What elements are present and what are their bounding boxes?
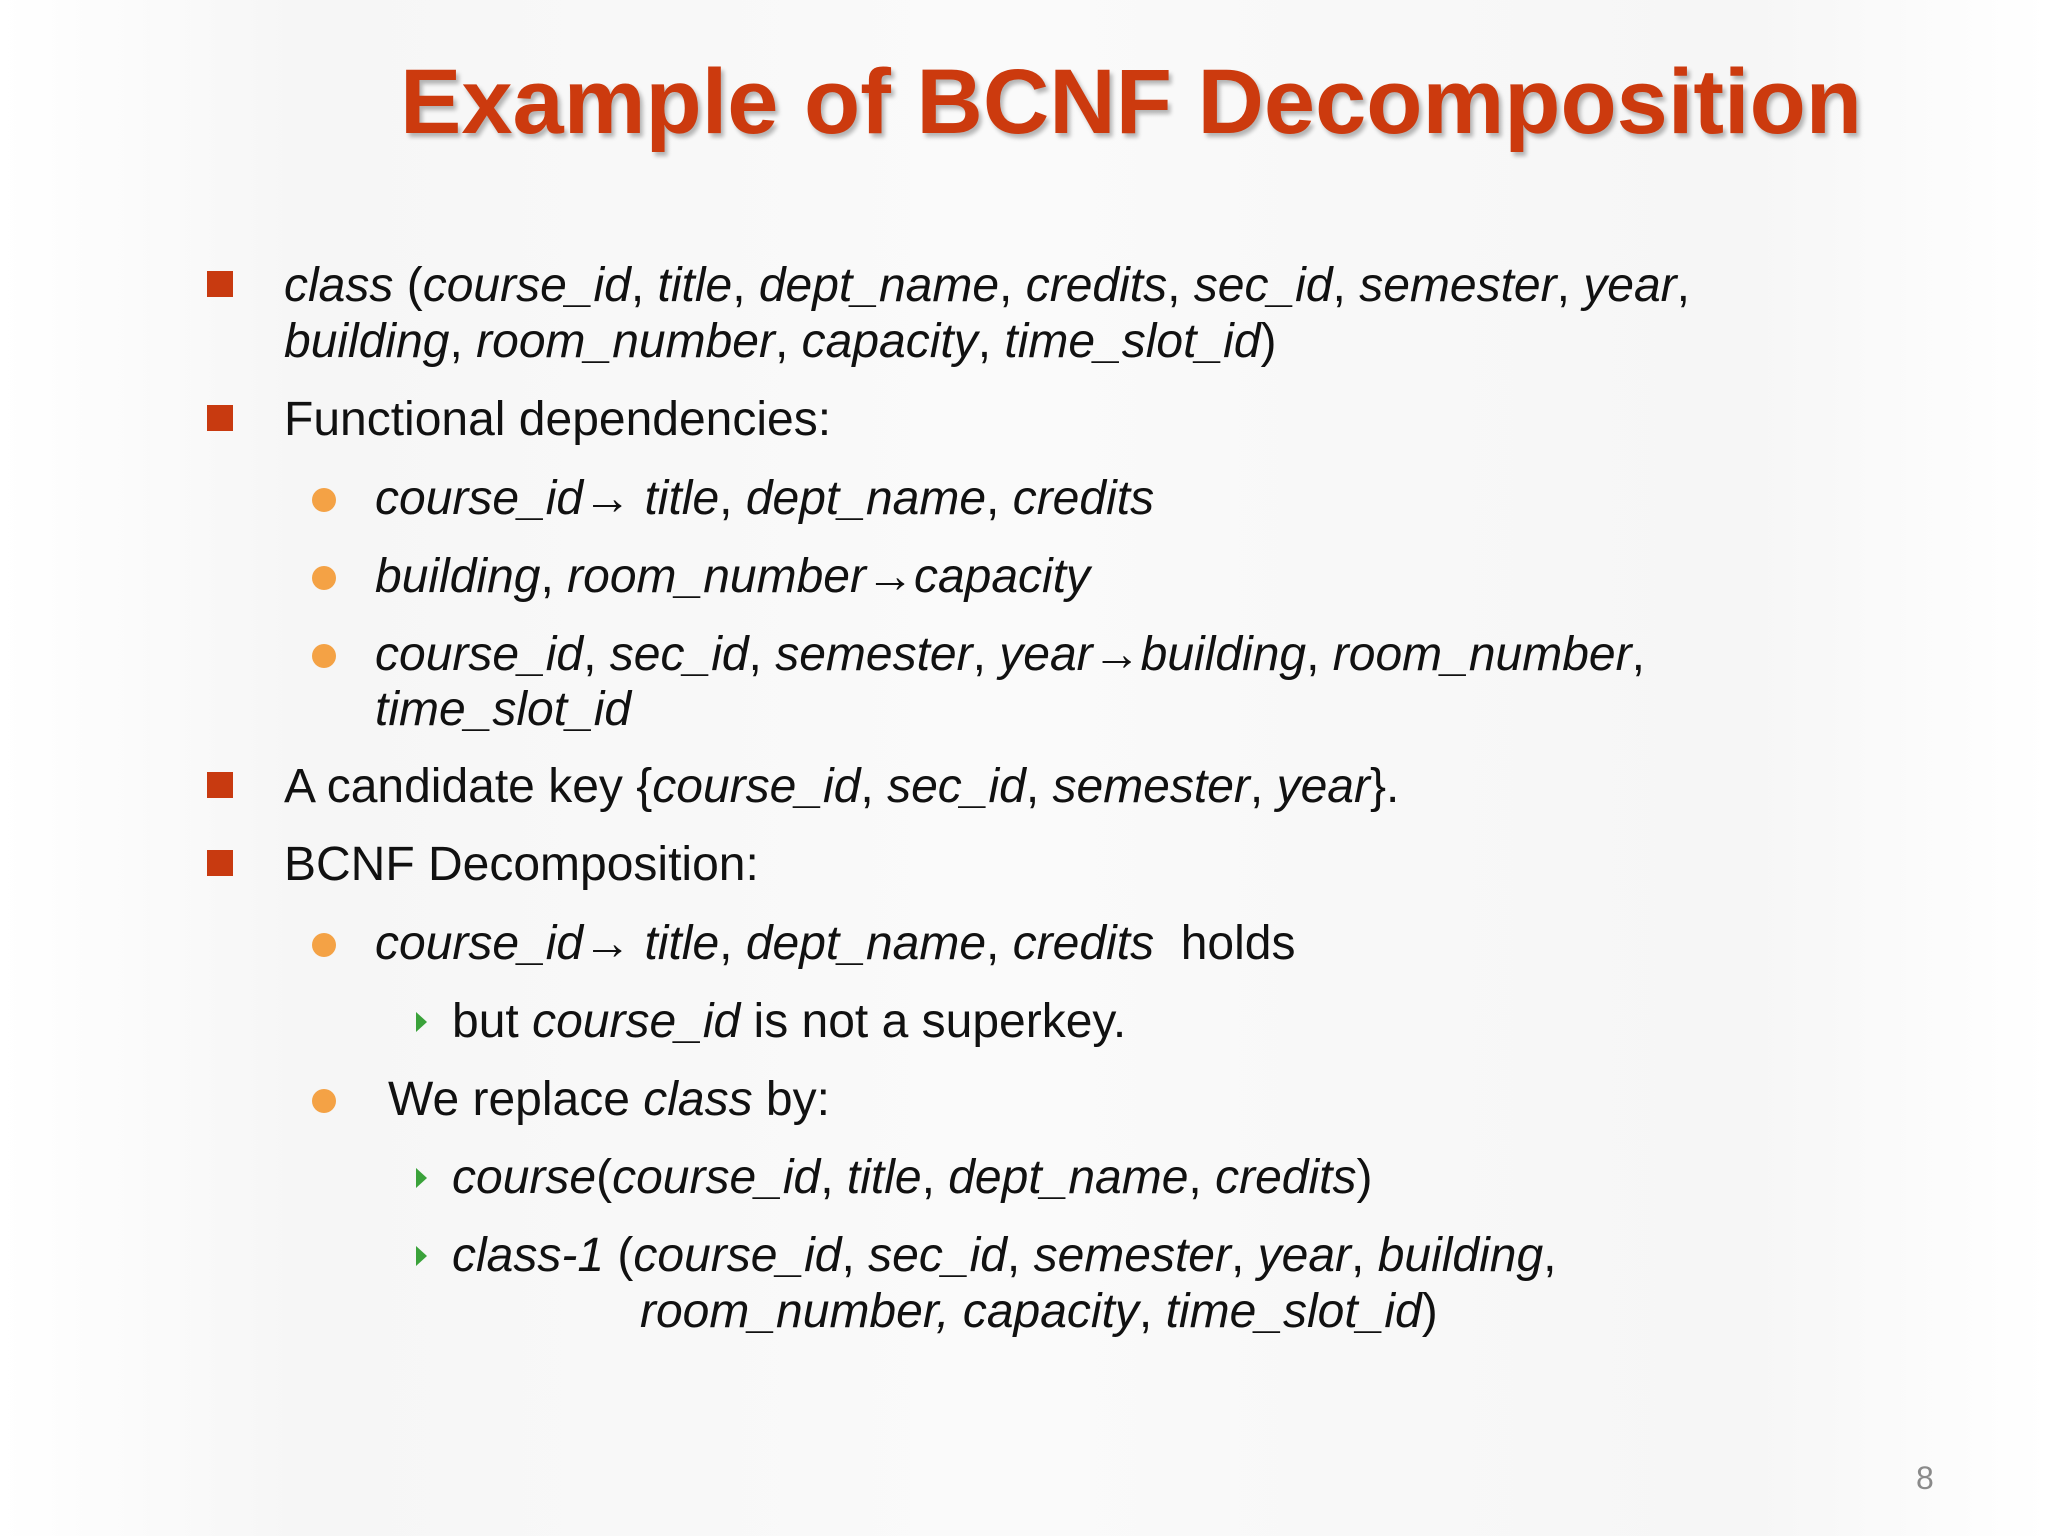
punct: , [1025,760,1053,813]
punct: , [972,628,1000,681]
attr: dept_name [948,1151,1189,1204]
fd-3-line-1 [375,627,1645,683]
circle-bullet-icon [312,933,336,957]
punct: , [999,259,1026,312]
circle-bullet-icon [312,644,336,668]
punct: ( [604,1229,634,1282]
attr: sec_id [887,760,1026,813]
attr: semester [1052,760,1250,813]
punct: , [977,315,1005,368]
attr: room_number [1332,628,1632,681]
punct: , [1006,1229,1034,1282]
relation-name: class [643,1073,753,1126]
attr: sec_id [868,1229,1007,1282]
page-number: 8 [1916,1460,1934,1496]
attr: course_id→ title [375,917,720,970]
relation-name: course [452,1151,597,1204]
punct: , [1138,1285,1166,1338]
relation-name: class [284,259,394,312]
attr: title [846,1151,922,1204]
attr: building [375,550,541,603]
fd-2 [375,549,1090,605]
attr: course_id [532,995,741,1048]
circle-bullet-icon [312,488,336,512]
attr: course_id [375,628,584,681]
fd-heading: Functional dependencies: [284,393,832,446]
attr: building [284,315,450,368]
punct: , [986,472,1013,525]
attr: time_slot_id [375,683,632,736]
punct: , [630,259,658,312]
punct: , [1351,1229,1378,1282]
attr: course_id→ title [375,472,720,525]
superkey-note [452,994,1126,1050]
punct: , [841,1229,869,1282]
punct: , [921,1151,949,1204]
attr: course_id [612,1151,821,1204]
punct: , [719,917,746,970]
punct: , [540,550,568,603]
decomp-step-1 [375,916,1295,972]
punct: , [719,472,746,525]
punct: ) [1356,1151,1373,1204]
attr: semester [775,628,973,681]
attr: year→building [999,628,1307,681]
attr: year [1276,760,1370,813]
attr: title [657,259,733,312]
punct: , [1556,259,1584,312]
attr: semester [1359,259,1557,312]
circle-bullet-icon [312,1089,336,1113]
punct: ) [1421,1285,1438,1338]
attr: course_id [422,259,631,312]
square-bullet-icon [207,405,233,431]
square-bullet-icon [207,772,233,798]
punct: , [1249,760,1277,813]
fd-1 [375,471,1154,527]
punct: ( [393,259,423,312]
circle-bullet-icon [312,566,336,590]
attr: room_number, capacity [640,1285,1139,1338]
class-schema-line-2 [284,314,1277,370]
attr: time_slot_id [1165,1285,1422,1338]
attr: credits [1012,917,1155,970]
text: but [452,995,533,1048]
punct: , [1676,259,1690,312]
candidate-key [284,759,1399,815]
punct: , [1543,1229,1557,1282]
attr: room_number→capacity [567,550,1091,603]
punct: , [1230,1229,1258,1282]
punct: , [1631,628,1645,681]
attr: dept_name [758,259,1000,312]
text: A candidate key { [284,760,653,813]
triangle-bullet-icon [416,1168,427,1188]
punct: , [732,259,759,312]
attr: semester [1033,1229,1231,1282]
attr: course_id [633,1229,842,1282]
punct: , [583,628,610,681]
class-schema-line-1 [284,258,1690,314]
punct: , [774,315,802,368]
punct: ) [1260,315,1277,368]
relation-name: class-1 [452,1229,605,1282]
attr: dept_name [745,917,987,970]
square-bullet-icon [207,271,233,297]
punct: , [1306,628,1333,681]
replace-line [388,1072,830,1128]
text: is not a superkey. [740,995,1127,1048]
attr: room_number [476,315,775,368]
course-schema [452,1150,1372,1206]
fd-3-line-2 [375,682,631,738]
class1-schema-line-2 [640,1284,1438,1340]
punct: }. [1369,760,1400,813]
punct: , [1167,259,1194,312]
decomposition-heading: BCNF Decomposition: [284,838,759,891]
class1-schema-line-1 [452,1228,1557,1284]
text: holds [1154,917,1296,970]
attr: credits [1025,259,1168,312]
punct: , [449,315,477,368]
attr: year [1583,259,1677,312]
attr: time_slot_id [1004,315,1261,368]
attr: dept_name [745,472,987,525]
punct: ( [596,1151,613,1204]
triangle-bullet-icon [416,1246,427,1266]
attr: sec_id [1193,259,1333,312]
attr: capacity [801,315,978,368]
punct: , [748,628,776,681]
attr: credits [1012,472,1155,525]
punct: , [820,1151,847,1204]
attr: course_id [652,760,861,813]
attr: year [1257,1229,1352,1282]
attr: credits [1215,1151,1357,1204]
attr: building [1377,1229,1544,1282]
attr: sec_id [609,628,749,681]
square-bullet-icon [207,850,233,876]
triangle-bullet-icon [416,1012,427,1032]
punct: , [1188,1151,1216,1204]
punct: , [986,917,1013,970]
slide-title: Example of BCNF Decomposition [400,51,1862,153]
punct: , [1332,259,1360,312]
text: We replace [388,1073,644,1126]
punct: , [860,760,888,813]
text: by: [752,1073,830,1126]
